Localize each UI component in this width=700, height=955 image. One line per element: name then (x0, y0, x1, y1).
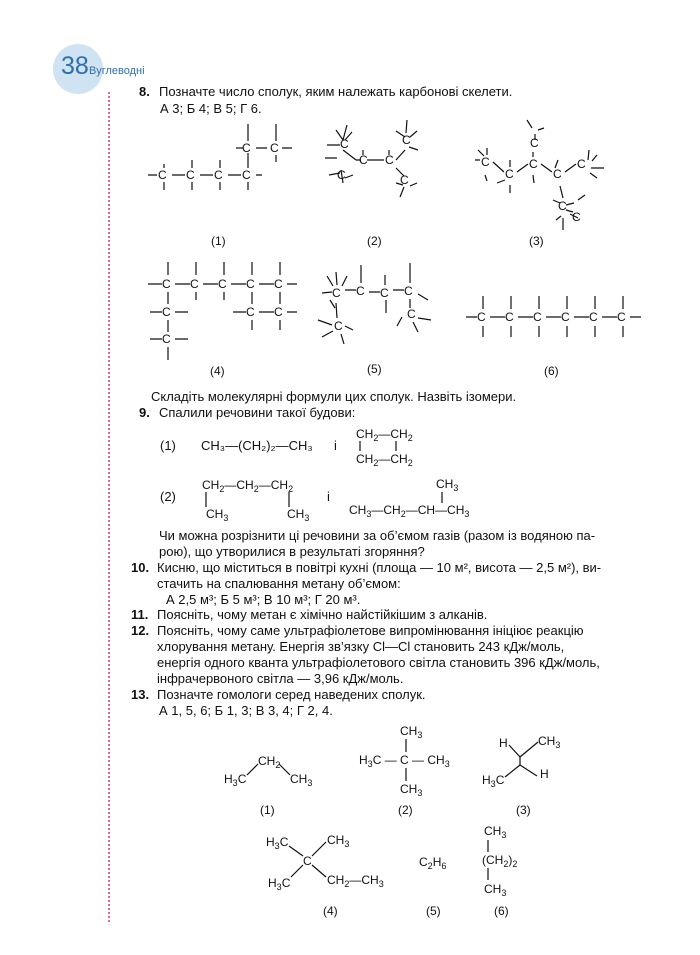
svg-text:C: C (356, 284, 365, 298)
svg-text:H3C: $H_3C$ (482, 773, 505, 789)
q13-options: А 1, 5, 6; Б 1, 3; В 3, 4; Г 2, 4. (159, 703, 333, 718)
svg-text:C: C (242, 141, 251, 155)
svg-text:CH3: $CH_3$ (484, 882, 507, 898)
q9-tail-1: Чи можна розрізнити ці речовини за об’ємом газів (разом із водяною па- (159, 528, 596, 543)
q9-row1-formula: CH₃—(CH₂)₂—CH₃ (201, 438, 313, 453)
q13-number: 13. (131, 687, 150, 702)
svg-text:C: C (404, 284, 413, 298)
svg-text:CH3—CH2—CH—CH3: $CH_3—CH_2—CH—CH_3$ (349, 503, 470, 519)
svg-text:C: C (561, 310, 570, 324)
structure-4 (266, 833, 384, 892)
svg-text:CH3: $CH_3$ (327, 833, 350, 849)
svg-text:C: C (274, 305, 283, 319)
svg-text:H3C: $H_3C$ (266, 835, 289, 851)
q12-line3: енергія одного кванта ультрафіолетового світла становить 396 кДж/моль, (157, 655, 600, 670)
svg-text:C: C (359, 153, 368, 167)
svg-text:C: C (274, 277, 283, 291)
svg-text:C: C (242, 168, 251, 182)
svg-text:C: C (529, 157, 538, 171)
q9-and-1: і (334, 438, 337, 453)
svg-text:CH3: $CH_3$ (436, 477, 459, 493)
q8-label-6: (6) (544, 364, 559, 378)
q12-line2: хлорування метану. Енергія зв’язку Cl—Cl становить 243 кДж/моль, (157, 639, 565, 654)
q8-follow-up: Складіть молекулярні формули цих сполук. Назвіть ізомери. (151, 389, 517, 404)
svg-text:C: C (246, 277, 255, 291)
svg-text:H: H (499, 736, 508, 750)
svg-text:C: C (402, 133, 411, 147)
svg-text:C: C (617, 310, 626, 324)
q9-text: Спалили речовини такої будови: (159, 405, 356, 420)
svg-text:H3C: $H_3C$ (224, 772, 247, 788)
svg-text:C: C (505, 167, 514, 181)
svg-text:C: C (190, 277, 199, 291)
svg-text:C: C (158, 168, 167, 182)
q8-label-4: (4) (210, 364, 225, 378)
q13-label-3: (3) (516, 803, 531, 817)
svg-text:CH3: $CH_3$ (484, 824, 507, 840)
svg-text:CH3: $CH_3$ (287, 507, 310, 523)
svg-text:C: C (558, 199, 567, 213)
svg-text:C: C (577, 157, 586, 171)
q9-number: 9. (139, 405, 150, 420)
svg-text:H: H (540, 767, 549, 781)
svg-text:C: C (340, 137, 349, 151)
structure-5: $C_2H_6$ (419, 855, 447, 871)
svg-text:C: C (380, 286, 389, 300)
svg-text:CH3: $CH_3$ (400, 782, 423, 798)
svg-text:C: C (385, 153, 394, 167)
q12-line1: Поясніть, чому саме ультрафіолетове випромінювання ініціює реакцію (157, 623, 584, 638)
q8-options: А 3; Б 4; В 5; Г 6. (160, 101, 262, 116)
svg-text:CH3: $CH_3$ (538, 734, 561, 750)
svg-text:H3C — C — CH3: $H_3C$ — C — $CH_3$ (359, 753, 450, 769)
q8-label-5: (5) (367, 362, 382, 376)
q12-number: 12. (131, 623, 150, 638)
q9-row1-label: (1) (160, 438, 176, 453)
q10-line2: стачить на спалювання метану об’ємом: (157, 576, 401, 591)
svg-text:H3C: $H_3C$ (268, 876, 291, 892)
svg-text:C: C (162, 305, 171, 319)
svg-text:CH2—CH2: $CH_2—CH_2$ (356, 452, 413, 468)
q13-label-5: (5) (426, 904, 441, 918)
svg-text:C: C (214, 168, 223, 182)
running-title: Вуглеводні (89, 65, 145, 77)
svg-text:C: C (162, 277, 171, 291)
q13-label-1: (1) (260, 803, 275, 817)
q13-text: Позначте гомологи серед наведених сполук. (157, 687, 426, 702)
svg-text:C: C (162, 332, 171, 346)
svg-text:CH3: $CH_3$ (206, 507, 229, 523)
svg-text:C: C (572, 210, 581, 224)
svg-text:C: C (186, 168, 195, 182)
q8-label-1: (1) (211, 234, 226, 248)
q8-text: Позначте число сполук, яким належать карбонові скелети. (159, 84, 513, 99)
q11-text: Поясніть, чому метан є хімічно найстійкішим з алканів. (157, 607, 488, 622)
page-number: 38 (61, 52, 89, 80)
svg-text:CH2—CH3: $CH_2—CH_3$ (327, 873, 384, 889)
svg-text:C: C (407, 307, 416, 321)
svg-text:CH3: $CH_3$ (290, 772, 313, 788)
svg-text:CH2—CH2—CH2: $CH_2—CH_2—CH_2$ (202, 478, 294, 494)
svg-text:C: C (246, 305, 255, 319)
q11-number: 11. (131, 607, 149, 622)
svg-text:C: C (505, 310, 514, 324)
svg-text:C: C (303, 854, 312, 868)
structure-3 (482, 734, 560, 789)
svg-text:CH2: $CH_2$ (258, 754, 281, 770)
q9-row2-label: (2) (160, 489, 176, 504)
q8-label-2: (2) (367, 234, 382, 248)
svg-text:CH2—CH2: $CH_2—CH_2$ (356, 427, 413, 443)
svg-text:C: C (553, 167, 562, 181)
q10-options: А 2,5 м³; Б 5 м³; В 10 м³; Г 20 м³. (166, 592, 361, 607)
svg-text:C: C (400, 173, 409, 187)
q13-label-2: (2) (398, 803, 413, 817)
svg-text:C: C (481, 155, 490, 169)
svg-text:C: C (270, 141, 279, 155)
structure-1 (224, 754, 312, 788)
structure-6 (482, 824, 517, 898)
svg-text:CH3: $CH_3$ (400, 724, 423, 740)
svg-text:C: C (530, 136, 539, 150)
q8-number: 8. (139, 84, 150, 99)
q10-line1: Кисню, що міститься в повітрі кухні (площа — 10 м², висота — 2,5 м²), ви- (157, 560, 602, 575)
svg-text:C: C (337, 168, 346, 182)
q9-tail-2: рою), що утворилися в результаті згоряння? (159, 544, 425, 559)
q13-label-4: (4) (323, 904, 338, 918)
q8-label-3: (3) (529, 234, 544, 248)
q9-and-2: і (327, 489, 330, 504)
structure-2 (359, 724, 450, 798)
q13-label-6: (6) (494, 904, 509, 918)
svg-text:C: C (477, 310, 486, 324)
svg-text:C: C (589, 310, 598, 324)
svg-text:C: C (332, 286, 341, 300)
q12-line4: інфрачервоного світла — 3,96 кДж/моль. (157, 671, 404, 686)
q10-number: 10. (131, 560, 150, 575)
svg-text:C: C (334, 319, 343, 333)
svg-text:C: C (218, 277, 227, 291)
svg-text:C: C (533, 310, 542, 324)
svg-text:(CH2)2: $(CH_2)_2$ (482, 853, 518, 869)
